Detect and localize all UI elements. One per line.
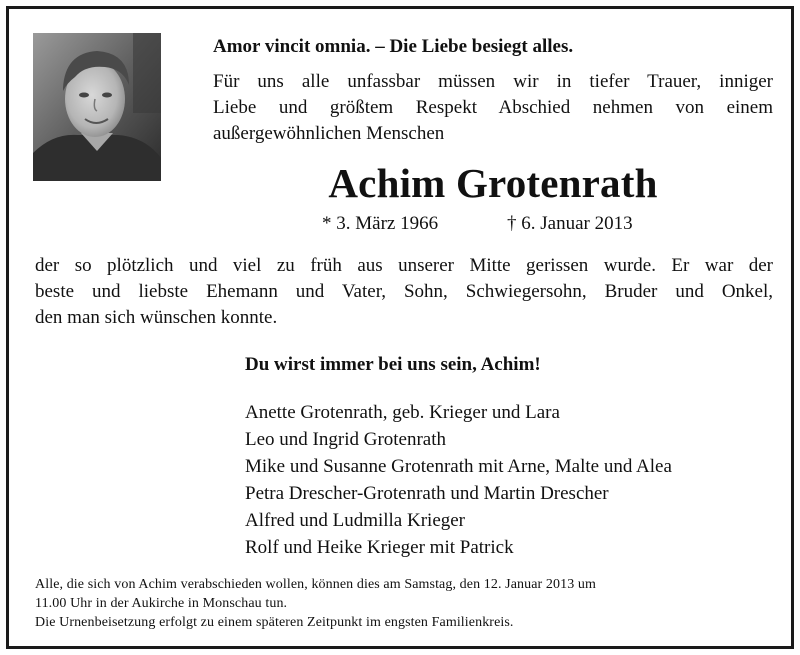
footer-line: Die Urnenbeisetzung erfolgt zu einem späteren Zeitpunkt im engsten Familienkreis. xyxy=(35,615,514,630)
mourner-entry: Leo und Ingrid Grotenrath xyxy=(245,429,447,450)
intro-paragraph xyxy=(213,69,773,147)
mourner-entry: Mike und Susanne Grotenrath mit Arne, Malte und Alea xyxy=(245,456,672,477)
mourner-entry: Rolf und Heike Krieger mit Patrick xyxy=(245,537,514,558)
tribute-line: der so plötzlich und viel zu früh aus unserer Mitte gerissen wurde. Er war der xyxy=(35,255,773,276)
mourner-entry: Alfred und Ludmilla Krieger xyxy=(245,510,466,531)
intro-line: Liebe und größtem Respekt Abschied nehmen von einem xyxy=(213,97,773,118)
tribute-line: beste und liebste Ehemann und Vater, Sohn, Schwiegersohn, Bruder und Onkel, xyxy=(35,281,773,302)
motto-heading: Amor vincit omnia. – Die Liebe besiegt alles. xyxy=(213,36,574,57)
mourner-entry: Petra Drescher-Grotenrath und Martin Drescher xyxy=(245,483,609,504)
mourners-list xyxy=(245,399,672,561)
farewell-line: Du wirst immer bei uns sein, Achim! xyxy=(245,354,541,375)
intro-line: außergewöhnlichen Menschen xyxy=(213,123,445,144)
funeral-details xyxy=(35,575,777,632)
deceased-name: Achim Grotenrath xyxy=(328,160,658,206)
portrait-photo xyxy=(33,33,161,181)
tribute-line: den man sich wünschen konnte. xyxy=(35,307,278,328)
mourner-entry: Anette Grotenrath, geb. Krieger und Lara xyxy=(245,402,560,423)
death-date: † 6. Januar 2013 xyxy=(507,213,633,234)
footer-line: Alle, die sich von Achim verabschieden wollen, können dies am Samstag, den 12. Januar 2013 um xyxy=(35,577,597,592)
tribute-paragraph xyxy=(35,253,773,331)
intro-line: Für uns alle unfassbar müssen wir in tiefer Trauer, inniger xyxy=(213,71,773,92)
birth-date: * 3. März 1966 xyxy=(322,213,439,234)
footer-line: 11.00 Uhr in der Aukirche in Monschau tun. xyxy=(35,596,288,611)
obituary-notice xyxy=(6,6,794,649)
